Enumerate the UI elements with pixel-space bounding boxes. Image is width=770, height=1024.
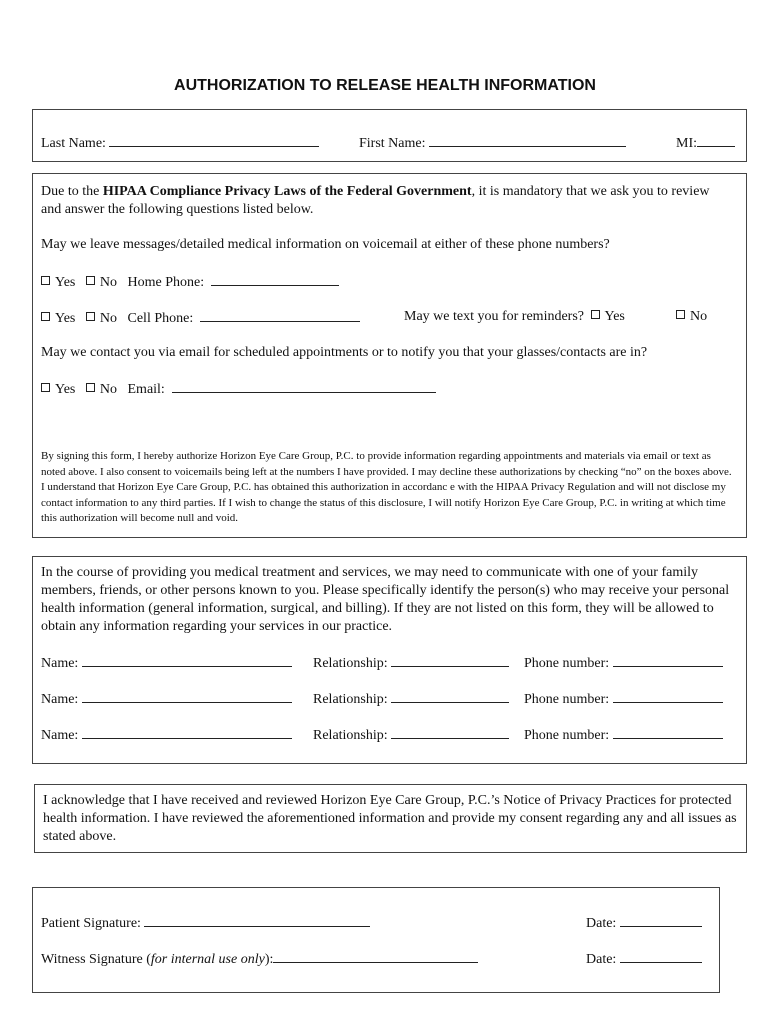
contact-name-label: Name: [41, 656, 79, 671]
email-no-checkbox[interactable] [86, 383, 95, 392]
email-yes-checkbox[interactable] [41, 383, 50, 392]
contact-phone-label: Phone number: [524, 728, 610, 743]
contact-3-name-field[interactable] [82, 726, 292, 739]
patient-signature-row [41, 914, 370, 932]
home-phone-label: Home Phone: [127, 275, 205, 290]
text-reminder-row: May we text you for reminders? Yes [404, 309, 625, 324]
contact-relationship-label: Relationship: [313, 692, 388, 707]
patient-signature-label: Patient Signature: [41, 916, 141, 931]
contact-2-name-field[interactable] [82, 690, 292, 703]
mi-field[interactable] [697, 134, 735, 147]
contact-relationship-label: Relationship: [313, 728, 388, 743]
witness-date-label: Date: [586, 952, 617, 967]
contact-2-phone-field[interactable] [613, 690, 723, 703]
home-phone-yes-checkbox[interactable] [41, 276, 50, 285]
contact-3-phone-field[interactable] [613, 726, 723, 739]
patient-signature-field[interactable] [144, 914, 370, 927]
text-reminder-yes-checkbox[interactable] [591, 310, 600, 319]
contact-1-relationship-field[interactable] [391, 654, 509, 667]
cell-phone-row: Yes No Cell Phone: [41, 309, 360, 327]
contact-3-relationship-field[interactable] [391, 726, 509, 739]
contact-1-name-field[interactable] [82, 654, 292, 667]
last-name-label: Last Name: [41, 136, 106, 151]
contact-2-relationship-field[interactable] [391, 690, 509, 703]
contact-name-label: Name: [41, 692, 79, 707]
contact-relationship-label: Relationship: [313, 656, 388, 671]
email-label: Email: [127, 382, 165, 397]
cell-phone-yes-checkbox[interactable] [41, 312, 50, 321]
acknowledgement-text: I acknowledge that I have received and reviewed Horizon Eye Care Group, P.C.’s Notice of Privacy Practices for protected health information. I have reviewed the aforementioned information and provide my consent regarding any and all issues as stated above. [43, 793, 737, 844]
form-title: AUTHORIZATION TO RELEASE HEALTH INFORMATION [174, 77, 596, 94]
home-phone-field[interactable] [211, 273, 339, 286]
signature-section [32, 887, 720, 993]
family-section [32, 556, 747, 764]
witness-signature-row [41, 950, 478, 968]
voicemail-question: May we leave messages/detailed medical information on voicemail at either of these phone numbers? [41, 237, 610, 252]
home-phone-row: Yes No Home Phone: [41, 273, 339, 291]
first-name-label: First Name: [359, 136, 426, 151]
text-reminder-no-checkbox[interactable] [676, 310, 685, 319]
cell-phone-label: Cell Phone: [127, 311, 194, 326]
acknowledgement-section [34, 784, 747, 853]
contact-row-3 [41, 726, 292, 744]
mi-label: MI: [676, 136, 697, 151]
home-phone-no-checkbox[interactable] [86, 276, 95, 285]
first-name-field[interactable] [429, 134, 626, 147]
witness-signature-label: Witness Signature (for internal use only): [41, 952, 274, 967]
patient-date-field[interactable] [620, 914, 702, 927]
contact-row-1 [41, 654, 292, 672]
cell-phone-field[interactable] [200, 309, 360, 322]
email-row: Yes No Email: [41, 380, 436, 398]
email-field[interactable] [172, 380, 436, 393]
contact-1-phone-field[interactable] [613, 654, 723, 667]
family-intro: In the course of providing you medical treatment and services, we may need to communicate with one of your family members, friends, or other persons known to you. Please specifically identify the person(s) who may receive your personal health information (general information, surgical, and billing). If they are not listed on this form, they will be allowed to obtain any information regarding your services in our practice. [41, 565, 730, 634]
contact-phone-label: Phone number: [524, 656, 610, 671]
email-question: May we contact you via email for scheduled appointments or to notify you that your glasses/contacts are in? [41, 345, 648, 360]
witness-date-field[interactable] [620, 950, 702, 963]
contact-name-label: Name: [41, 728, 79, 743]
contact-phone-label: Phone number: [524, 692, 610, 707]
hipaa-section: Due to the HIPAA Compliance Privacy Laws of the Federal Government, it is mandatory that we ask you to review and answer the following questions listed below. May we leave messages/detailed medical information on voicemail at either of these phone numbers? Yes No Home Phone: Yes No Cell Phone: May we text you for reminders? Yes No May we contact you via email for scheduled appointments or to notify you that your glasses/contacts are in? Yes No Email: By signing this form, I hereby authorize Horizon Eye Care Group, P.C. to provide information regarding appointments and materials via email or text as noted above. I also consent to voicemails being left at the numbers I have provided. I may decline these authorizations by checking “no” on the boxes above. I understand that Horizon Eye Care Group, P.C. has obtained this authorization in accordanc e with the HIPAA Privacy Regulation and will not disclose my contact information to any third parties. If I wish to change the status of this disclosure, I will notify Horizon Eye Care Group, P.C. in writing at which time this authorization will become null and void. [32, 173, 747, 538]
patient-date-label: Date: [586, 916, 617, 931]
hipaa-intro: Due to the HIPAA Compliance Privacy Laws of the Federal Government, it is mandatory that we ask you to review and answer the following questions listed below. [41, 184, 710, 217]
last-name-field[interactable] [109, 134, 319, 147]
contact-row-2 [41, 690, 292, 708]
witness-signature-field[interactable] [273, 950, 478, 963]
text-reminder-question: May we text you for reminders? [404, 309, 584, 324]
hipaa-law-name: HIPAA Compliance Privacy Laws of the Federal Government [102, 184, 472, 199]
consent-text: By signing this form, I hereby authorize Horizon Eye Care Group, P.C. to provide information regarding appointments and materials via email or text as noted above. I also consent to voicemails being left at the numbers I have provided. I may decline these authorizations by checking “no” on the boxes above. I understand that Horizon Eye Care Group, P.C. has obtained this authorization in accordanc e with the HIPAA Privacy Regulation and will not disclose my contact information to any third parties. If I wish to change the status of this disclosure, I will notify Horizon Eye Care Group, P.C. in writing at which time this authorization will become null and void. [41, 450, 732, 524]
name-section [32, 109, 747, 162]
cell-phone-no-checkbox[interactable] [86, 312, 95, 321]
